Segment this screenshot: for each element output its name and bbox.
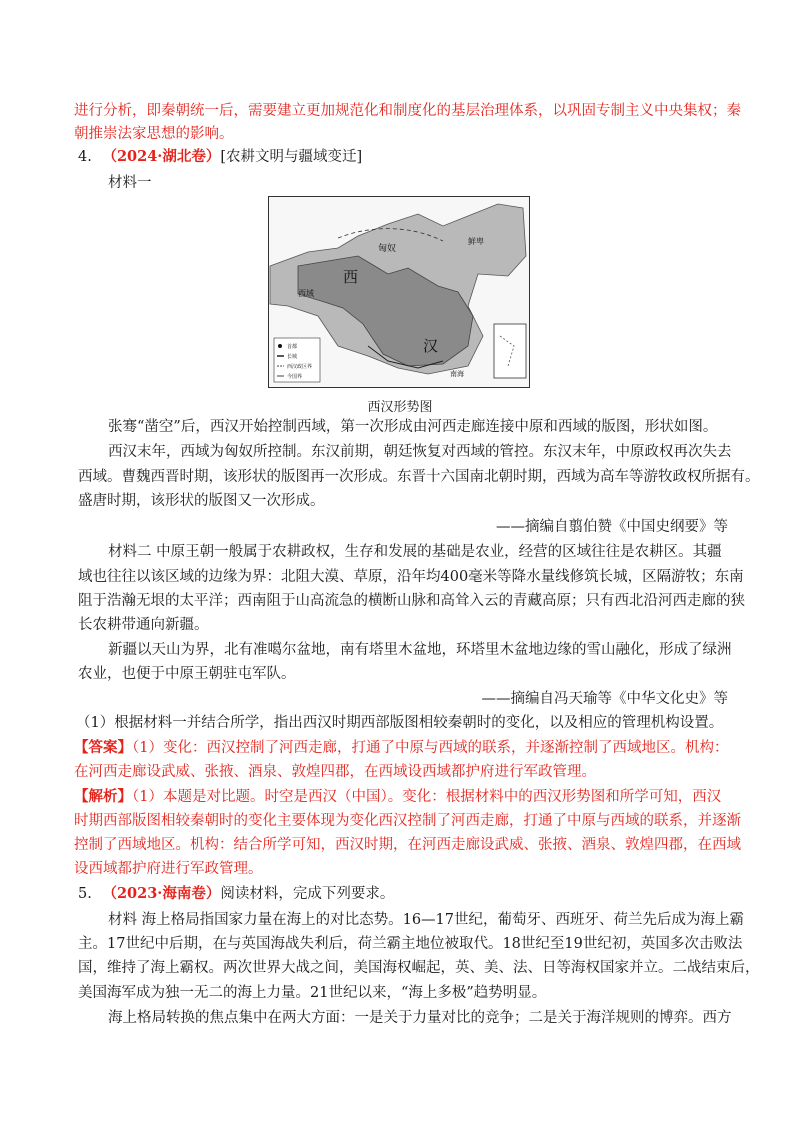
- analysis-line-1: [74, 787, 721, 807]
- legend-capital-icon: [278, 344, 282, 348]
- q5-number: 5.: [78, 886, 92, 902]
- map-label-han: 汉: [423, 337, 439, 355]
- q5-p2-line-1: 海上格局转换的焦点集中在两大方面：一是关于力量对比的竞争；二是关于海洋规则的博弈。西方: [108, 1010, 732, 1026]
- intro-line-1: 进行分析，即秦朝统一后，需要建立更加规范化和制度化的基层治理体系，以巩固专制主义中央集权；秦: [74, 103, 741, 119]
- m2-citation: ——摘编自冯天瑜等《中华文化史》等: [481, 691, 728, 707]
- legend-item-4: 今国界: [287, 374, 303, 380]
- q4-question: （1）根据材料一并结合所学，指出西汉时期西部版图相较秦朝时的变化，以及相应的管理机构设置。: [76, 715, 724, 731]
- analysis-line-4: 设西域都护府进行军政管理。: [74, 861, 263, 877]
- map-caption: 西汉形势图: [367, 400, 433, 415]
- m1-citation: ——摘编自翦伯赞《中国史纲要》等: [496, 519, 728, 535]
- map-label-xi: 西: [343, 268, 359, 286]
- q5-header: [78, 884, 394, 904]
- analysis-tag: 【解析】: [74, 788, 132, 805]
- q4-topic: [农耕文明与疆域变迁]: [220, 149, 363, 165]
- map-label-nanhai: 南海: [450, 370, 464, 378]
- m1-p2-line-1: 西汉末年，西域为匈奴所控制。东汉前期，朝廷恢复对西域的管控。东汉末年，中原政权再次失去: [108, 444, 732, 460]
- m2-p2-line-2: 农业，也便于中原王朝驻屯军队。: [78, 666, 296, 682]
- m1-p1-line-1: 张骞“凿空”后，西汉开始控制西域，第一次形成由河西走廊连接中原和西域的版图，形状如图。: [108, 419, 718, 435]
- analysis-line-3: 控制了西域地区。机构：结合所学可知，西汉时期，在河西走廊设武威、张掖、酒泉、敦煌四郡，在西域: [74, 837, 741, 853]
- m2-line-2: 域也往往以该区域的边缘为界：北阻大漠、草原，沿年均400毫米等降水量线修筑长城，区隔游牧；东南: [78, 569, 744, 585]
- q4-source: （2024·湖北卷）: [102, 148, 221, 165]
- m2-line-4: 长农耕带通向新疆。: [78, 617, 209, 633]
- analysis-text-1: （1）本题是对比题。时空是西汉（中国）。变化：根据材料中的西汉形势图和所学可知，西汉: [132, 789, 722, 805]
- map-label-xiongnu: 匈奴: [378, 244, 397, 254]
- q4-header: [78, 147, 362, 167]
- q5-instruction: 阅读材料，完成下列要求。: [220, 886, 395, 902]
- material-1-label: 材料一: [108, 175, 152, 191]
- map-inset: [494, 324, 526, 378]
- q5-p1-line-1: 材料 海上格局指国家力量在海上的对比态势。16—17世纪，葡萄牙、西班牙、荷兰先后成为海上霸: [108, 912, 745, 928]
- legend-item-2: 长城: [287, 354, 298, 360]
- answer-tag: 【答案】: [74, 739, 132, 756]
- legend-item-3: 西汉政区界: [287, 364, 313, 370]
- m1-p2-line-2: 西域。曹魏西晋时期，该形状的版图再一次形成。东晋十六国南北朝时期，西域为高车等游牧政权所据有。: [78, 469, 760, 485]
- intro-line-2: 朝推崇法家思想的影响。: [74, 126, 234, 142]
- legend-item-1: 首都: [287, 344, 298, 350]
- analysis-line-2: 时期西部版图相较秦朝时的变化主要体现为变化西汉控制了河西走廊，打通了中原与西域的联系，并逐渐: [74, 813, 741, 829]
- m1-p2-line-3: 盛唐时期，该形状的版图又一次形成。: [78, 493, 325, 509]
- map-label-xiyu: 西域: [298, 289, 314, 298]
- q5-source: （2023·海南卷）: [102, 885, 221, 902]
- western-han-map: [268, 196, 530, 388]
- m2-line-3: 阻于浩瀚无垠的太平洋；西南阻于山高流急的横断山脉和高耸入云的青藏高原；只有西北沿河西走廊的狭: [78, 593, 745, 609]
- q5-p1-line-2: 主。17世纪中后期，在与英国海战失利后，荷兰霸主地位被取代。18世纪至19世纪初，英国多次击败法: [78, 936, 743, 952]
- answer-text-1: （1）变化：西汉控制了河西走廊，打通了中原与西域的联系，并逐渐控制了西域地区。机构：: [132, 740, 729, 756]
- map-label-xianbei: 鲜卑: [468, 237, 484, 246]
- q5-p1-line-3: 国，维持了海上霸权。两次世界大战之间，美国海权崛起，英、美、法、日等海权国家并立。二战结束后，: [78, 960, 760, 976]
- m2-line-1: 材料二 中原王朝一般属于农耕政权，生存和发展的基础是农业，经营的区域往往是农耕区。其疆: [108, 544, 722, 560]
- answer-line-1: [74, 738, 728, 758]
- m2-p2-line-1: 新疆以天山为界，北有准噶尔盆地，南有塔里木盆地，环塔里木盆地边缘的雪山融化，形成了绿洲: [108, 642, 732, 658]
- q5-p1-line-4: 美国海军成为独一无二的海上力量。21世纪以来，“海上多极”趋势明显。: [78, 985, 547, 1001]
- q4-number: 4.: [78, 149, 92, 165]
- answer-line-2: 在河西走廊设武威、张掖、酒泉、敦煌四郡，在西域设西域都护府进行军政管理。: [74, 764, 596, 780]
